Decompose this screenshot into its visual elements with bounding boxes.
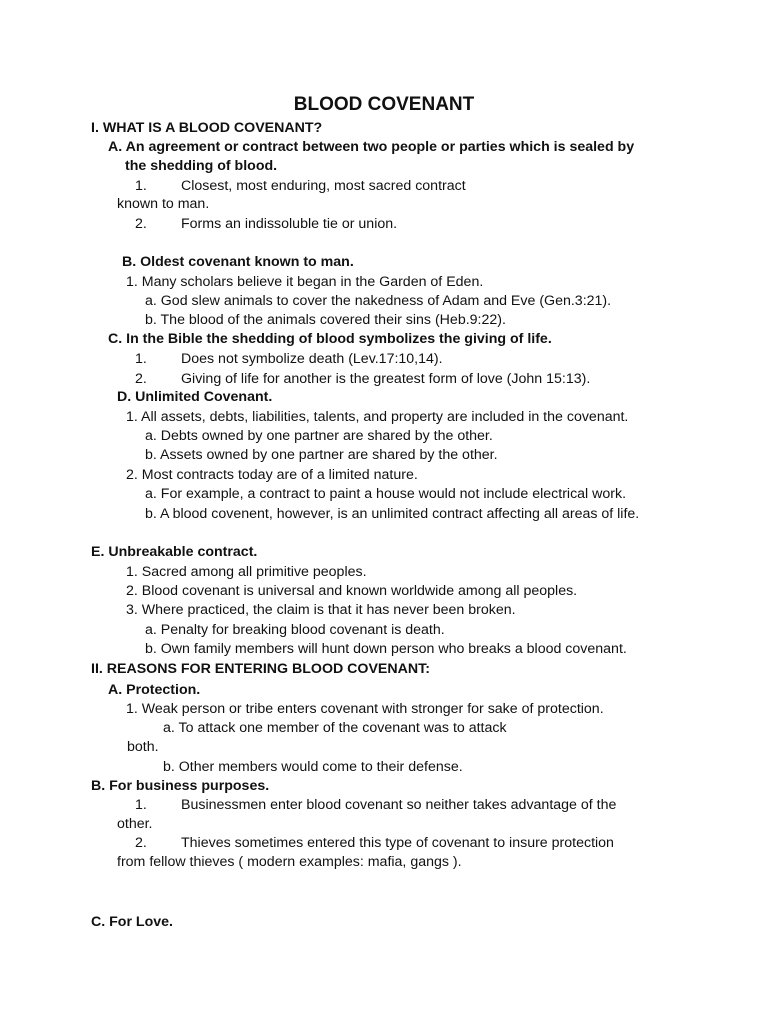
section-heading: I. WHAT IS A BLOOD COVENANT? bbox=[91, 120, 323, 136]
numbered-item bbox=[135, 796, 616, 814]
numbered-item: 2. Blood covenant is universal and known worldwide among all peoples. bbox=[126, 583, 578, 599]
numbered-item: 1. Many scholars believe it began in the Garden of Eden. bbox=[126, 274, 484, 290]
numbered-item: 3. Where practiced, the claim is that it has never been broken. bbox=[126, 602, 516, 618]
item-text: Thieves sometimes entered this type of covenant to insure protection bbox=[181, 835, 614, 851]
item-text: Businessmen enter blood covenant so neither takes advantage of the bbox=[181, 797, 617, 813]
numbered-item: 1. Weak person or tribe enters covenant with stronger for sake of protection. bbox=[126, 701, 604, 717]
numbered-item bbox=[135, 370, 590, 388]
subsection-heading: B. Oldest covenant known to man. bbox=[122, 254, 354, 270]
lettered-item: a. Debts owned by one partner are shared by the other. bbox=[145, 428, 493, 444]
subsection-heading: C. In the Bible the shedding of blood symbolizes the giving of life. bbox=[108, 331, 552, 347]
lettered-item: b. Other members would come to their defense. bbox=[163, 759, 463, 775]
item-number: 1. bbox=[135, 351, 147, 367]
section-heading: II. REASONS FOR ENTERING BLOOD COVENANT: bbox=[91, 661, 430, 677]
numbered-item: 1. All assets, debts, liabilities, talents, and property are included in the covenant. bbox=[126, 409, 629, 425]
lettered-item: a. Penalty for breaking blood covenant is death. bbox=[145, 622, 445, 638]
numbered-item bbox=[135, 834, 614, 852]
item-number: 2. bbox=[135, 216, 147, 232]
subsection-heading: A. Protection. bbox=[108, 682, 201, 698]
subsection-heading: C. For Love. bbox=[91, 914, 173, 930]
lettered-item: a. For example, a contract to paint a house would not include electrical work. bbox=[145, 486, 627, 502]
numbered-item: 1. Sacred among all primitive peoples. bbox=[126, 564, 367, 580]
subsection-heading: B. For business purposes. bbox=[91, 778, 270, 794]
item-continuation: other. bbox=[117, 816, 153, 832]
item-continuation: from fellow thieves ( modern examples: mafia, gangs ). bbox=[117, 854, 462, 870]
item-number: 1. bbox=[135, 178, 147, 194]
numbered-item bbox=[135, 215, 397, 233]
item-text: Giving of life for another is the greatest form of love (John 15:13). bbox=[181, 371, 591, 387]
subsection-heading-continued: the shedding of blood. bbox=[125, 158, 278, 174]
item-continuation: known to man. bbox=[117, 196, 210, 212]
item-number: 1. bbox=[135, 797, 147, 813]
numbered-item bbox=[135, 350, 443, 368]
subsection-heading: D. Unlimited Covenant. bbox=[117, 389, 273, 405]
item-number: 2. bbox=[135, 371, 147, 387]
lettered-item: b. A blood covenent, however, is an unlimited contract affecting all areas of life. bbox=[145, 506, 640, 522]
lettered-item: b. Assets owned by one partner are shared by the other. bbox=[145, 447, 498, 463]
item-number: 2. bbox=[135, 835, 147, 851]
lettered-item: b. The blood of the animals covered their sins (Heb.9:22). bbox=[145, 312, 506, 328]
item-text: Does not symbolize death (Lev.17:10,14). bbox=[181, 351, 443, 367]
item-text: Forms an indissoluble tie or union. bbox=[181, 216, 398, 232]
item-continuation: both. bbox=[127, 739, 159, 755]
item-text: Closest, most enduring, most sacred contract bbox=[181, 178, 466, 194]
numbered-item: 2. Most contracts today are of a limited nature. bbox=[126, 467, 418, 483]
lettered-item: a. God slew animals to cover the nakedness of Adam and Eve (Gen.3:21). bbox=[145, 293, 612, 309]
page-title: BLOOD COVENANT bbox=[293, 94, 475, 115]
lettered-item: b. Own family members will hunt down person who breaks a blood covenant. bbox=[145, 641, 627, 657]
lettered-item: a. To attack one member of the covenant was to attack bbox=[163, 720, 507, 736]
numbered-item bbox=[135, 177, 466, 195]
subsection-heading: E. Unbreakable contract. bbox=[91, 544, 258, 560]
subsection-heading: A. An agreement or contract between two people or parties which is sealed by bbox=[108, 139, 635, 155]
